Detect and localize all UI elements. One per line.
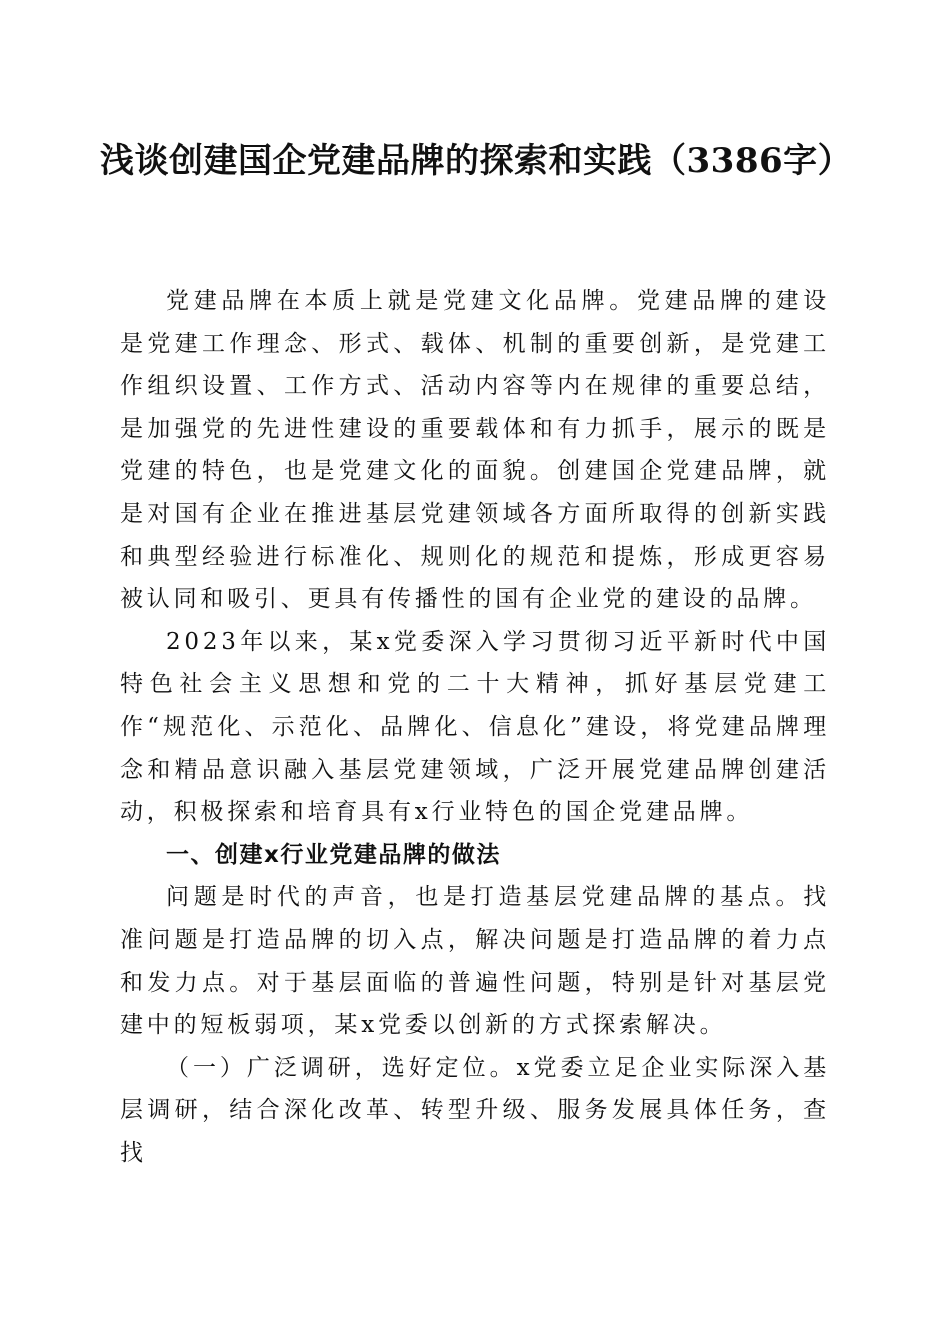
subsection-text: x党委立足企业实际深入基层调研，结合深化改革、转型升级、服务发展具体任务，查找 [120,1054,830,1166]
paragraph-section-1: 问题是时代的声音，也是打造基层党建品牌的基点。找准问题是打造品牌的切入点，解决问题是打造品牌的着力点和发力点。对于基层面临的普遍性问题，特别是针对基层党建中的短板弱项，某x党委以创新的方式探索解决。 [120,884,830,1039]
document-title: 浅谈创建国企党建品牌的探索和实践（3386字） [100,141,853,181]
document-body [120,280,830,1174]
paragraph-2023: 2023年以来，某x党委深入学习贯彻习近平新时代中国特色社会主义思想和党的二十大精神，抓好基层党建工作“规范化、示范化、品牌化、信息化”建设，将党建品牌理念和精品意识融入基层党建领域，广泛开展党建品牌创建活动，积极探索和培育具有x行业特色的国企党建品牌。 [120,628,830,826]
subsection-lead: （一）广泛调研，选好定位。 [166,1054,517,1081]
section-heading: 一、创建x行业党建品牌的做法 [166,841,501,868]
paragraph-intro: 党建品牌在本质上就是党建文化品牌。党建品牌的建设是党建工作理念、形式、载体、机制的重要创新，是党建工作组织设置、工作方式、活动内容等内在规律的重要总结，是加强党的先进性建设的重要载体和有力抓手，展示的既是党建的特色，也是党建文化的面貌。创建国企党建品牌，就是对国有企业在推进基层党建领域各方面所取得的创新实践和典型经验进行标准化、规则化的规范和提炼，形成更容易被认同和吸引、更具有传播性的国有企业党的建设的品牌。 [120,288,830,613]
paragraph-subsection-1 [120,1047,830,1175]
